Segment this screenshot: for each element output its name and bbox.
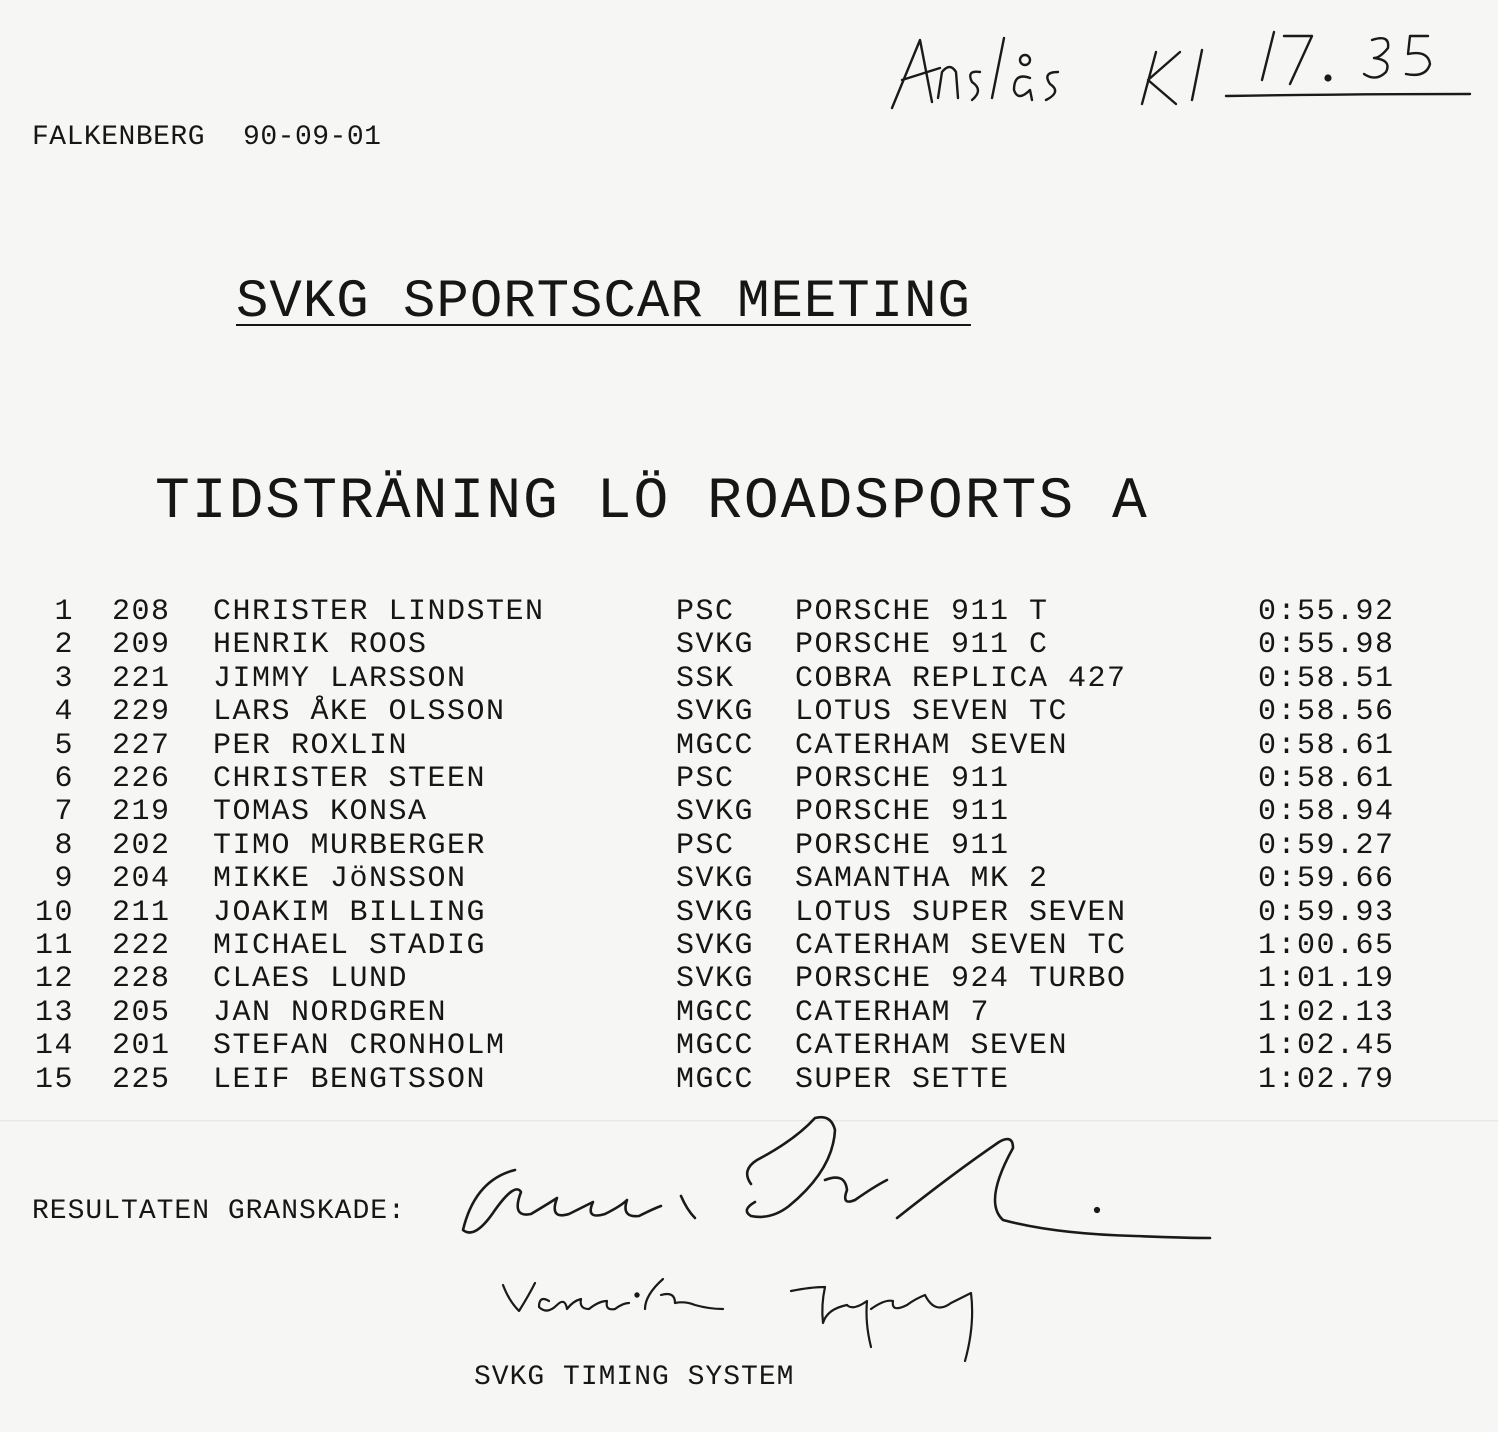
result-car-number: 226 bbox=[112, 762, 171, 796]
result-club: MGCC bbox=[676, 728, 755, 763]
result-club: SSK bbox=[676, 661, 735, 696]
result-car-number: 204 bbox=[112, 862, 171, 897]
result-driver: CHRISTER LINDSTEN bbox=[213, 595, 545, 629]
result-time: 0:59.93 bbox=[1258, 895, 1395, 930]
result-club: PSC bbox=[676, 595, 735, 629]
result-club: SVKG bbox=[676, 962, 755, 997]
result-row bbox=[0, 795, 1498, 828]
result-club: SVKG bbox=[676, 929, 755, 963]
result-car-number: 209 bbox=[112, 628, 171, 663]
result-row bbox=[0, 962, 1498, 995]
result-car: COBRA REPLICA 427 bbox=[795, 661, 1127, 696]
result-club: SVKG bbox=[676, 628, 755, 663]
result-row bbox=[0, 896, 1498, 929]
result-driver: LEIF BENGTSSON bbox=[213, 1062, 487, 1097]
result-driver: MICHAEL STADIG bbox=[213, 929, 487, 963]
document-title: SVKG SPORTSCAR MEETING bbox=[236, 272, 971, 333]
result-row bbox=[0, 762, 1498, 795]
result-car-number: 229 bbox=[112, 695, 171, 730]
result-driver: TOMAS KONSA bbox=[213, 795, 428, 830]
result-time: 0:58.56 bbox=[1258, 695, 1395, 730]
result-club: MGCC bbox=[676, 995, 755, 1030]
result-position: 6 bbox=[54, 762, 74, 796]
result-car: CATERHAM SEVEN TC bbox=[795, 929, 1127, 963]
document-header bbox=[32, 122, 381, 153]
result-car-number: 228 bbox=[112, 962, 171, 997]
review-label: RESULTATEN GRANSKADE: bbox=[32, 1196, 406, 1227]
result-car: SAMANTHA MK 2 bbox=[795, 862, 1049, 897]
result-club: SVKG bbox=[676, 695, 755, 730]
handwritten-posting-time bbox=[880, 10, 1480, 120]
result-club: SVKG bbox=[676, 895, 755, 930]
result-driver: MIKKE JöNSSON bbox=[213, 862, 467, 897]
result-time: 0:59.27 bbox=[1258, 828, 1395, 863]
result-position: 5 bbox=[54, 728, 74, 763]
result-car: CATERHAM 7 bbox=[795, 995, 991, 1030]
result-car-number: 201 bbox=[112, 1029, 171, 1064]
result-time: 0:59.66 bbox=[1258, 862, 1395, 897]
result-time: 0:58.94 bbox=[1258, 795, 1395, 830]
result-car: PORSCHE 911 bbox=[795, 762, 1010, 796]
result-car: PORSCHE 911 C bbox=[795, 628, 1049, 663]
signature-timekeeper bbox=[495, 1265, 1075, 1365]
result-driver: JIMMY LARSSON bbox=[213, 661, 467, 696]
result-row bbox=[0, 929, 1498, 962]
result-car: SUPER SETTE bbox=[795, 1062, 1010, 1097]
result-car: PORSCHE 924 TURBO bbox=[795, 962, 1127, 997]
result-car-number: 221 bbox=[112, 661, 171, 696]
result-position: 13 bbox=[34, 995, 74, 1030]
session-title: TIDSTRÄNING LÖ ROADSPORTS A bbox=[155, 470, 1149, 535]
result-club: PSC bbox=[676, 762, 735, 796]
result-row bbox=[0, 1029, 1498, 1062]
result-car-number: 225 bbox=[112, 1062, 171, 1097]
result-row bbox=[0, 729, 1498, 762]
result-time: 0:58.61 bbox=[1258, 762, 1395, 796]
result-position: 2 bbox=[54, 628, 74, 663]
result-club: MGCC bbox=[676, 1062, 755, 1097]
result-car: LOTUS SUPER SEVEN bbox=[795, 895, 1127, 930]
result-driver: TIMO MURBERGER bbox=[213, 828, 487, 863]
result-position: 11 bbox=[34, 929, 74, 963]
result-position: 10 bbox=[34, 895, 74, 930]
date-label: 90-09-01 bbox=[243, 122, 382, 153]
result-car: CATERHAM SEVEN bbox=[795, 728, 1069, 763]
result-driver: LARS ÅKE OLSSON bbox=[213, 695, 506, 730]
footer-system-name: SVKG TIMING SYSTEM bbox=[474, 1362, 795, 1393]
result-position: 14 bbox=[34, 1029, 74, 1064]
result-driver: JAN NORDGREN bbox=[213, 995, 448, 1030]
result-driver: PER ROXLIN bbox=[213, 728, 409, 763]
result-car-number: 222 bbox=[112, 929, 171, 963]
result-position: 4 bbox=[54, 695, 74, 730]
result-car: CATERHAM SEVEN bbox=[795, 1029, 1069, 1064]
result-car-number: 202 bbox=[112, 828, 171, 863]
result-row bbox=[0, 695, 1498, 728]
result-driver: HENRIK ROOS bbox=[213, 628, 428, 663]
result-row bbox=[0, 996, 1498, 1029]
result-position: 3 bbox=[54, 661, 74, 696]
result-car: LOTUS SEVEN TC bbox=[795, 695, 1069, 730]
result-club: PSC bbox=[676, 828, 735, 863]
result-position: 1 bbox=[54, 595, 74, 629]
result-club: MGCC bbox=[676, 1029, 755, 1064]
result-driver: STEFAN CRONHOLM bbox=[213, 1029, 506, 1064]
result-club: SVKG bbox=[676, 862, 755, 897]
result-car: PORSCHE 911 bbox=[795, 795, 1010, 830]
result-row bbox=[0, 595, 1498, 628]
result-driver: CHRISTER STEEN bbox=[213, 762, 487, 796]
result-row bbox=[0, 829, 1498, 862]
result-car: PORSCHE 911 bbox=[795, 828, 1010, 863]
result-position: 15 bbox=[34, 1062, 74, 1097]
result-time: 0:58.51 bbox=[1258, 661, 1395, 696]
result-time: 1:02.79 bbox=[1258, 1062, 1395, 1097]
result-position: 12 bbox=[34, 962, 74, 997]
result-car-number: 219 bbox=[112, 795, 171, 830]
result-time: 1:02.45 bbox=[1258, 1029, 1395, 1064]
result-car-number: 211 bbox=[112, 895, 171, 930]
result-time: 0:55.92 bbox=[1258, 595, 1395, 629]
signature-reviewer bbox=[455, 1110, 1225, 1250]
result-time: 1:02.13 bbox=[1258, 995, 1395, 1030]
result-car-number: 208 bbox=[112, 595, 171, 629]
result-position: 8 bbox=[54, 828, 74, 863]
result-row bbox=[0, 1063, 1498, 1096]
result-driver: JOAKIM BILLING bbox=[213, 895, 487, 930]
result-car-number: 227 bbox=[112, 728, 171, 763]
result-time: 1:01.19 bbox=[1258, 962, 1395, 997]
result-driver: CLAES LUND bbox=[213, 962, 409, 997]
result-position: 7 bbox=[54, 795, 74, 830]
result-row bbox=[0, 662, 1498, 695]
result-time: 0:58.61 bbox=[1258, 728, 1395, 763]
result-time: 1:00.65 bbox=[1258, 929, 1395, 963]
result-car-number: 205 bbox=[112, 995, 171, 1030]
result-row bbox=[0, 628, 1498, 661]
result-row bbox=[0, 862, 1498, 895]
result-time: 0:55.98 bbox=[1258, 628, 1395, 663]
location-label: FALKENBERG bbox=[32, 122, 206, 153]
result-position: 9 bbox=[54, 862, 74, 897]
result-club: SVKG bbox=[676, 795, 755, 830]
result-car: PORSCHE 911 T bbox=[795, 595, 1049, 629]
